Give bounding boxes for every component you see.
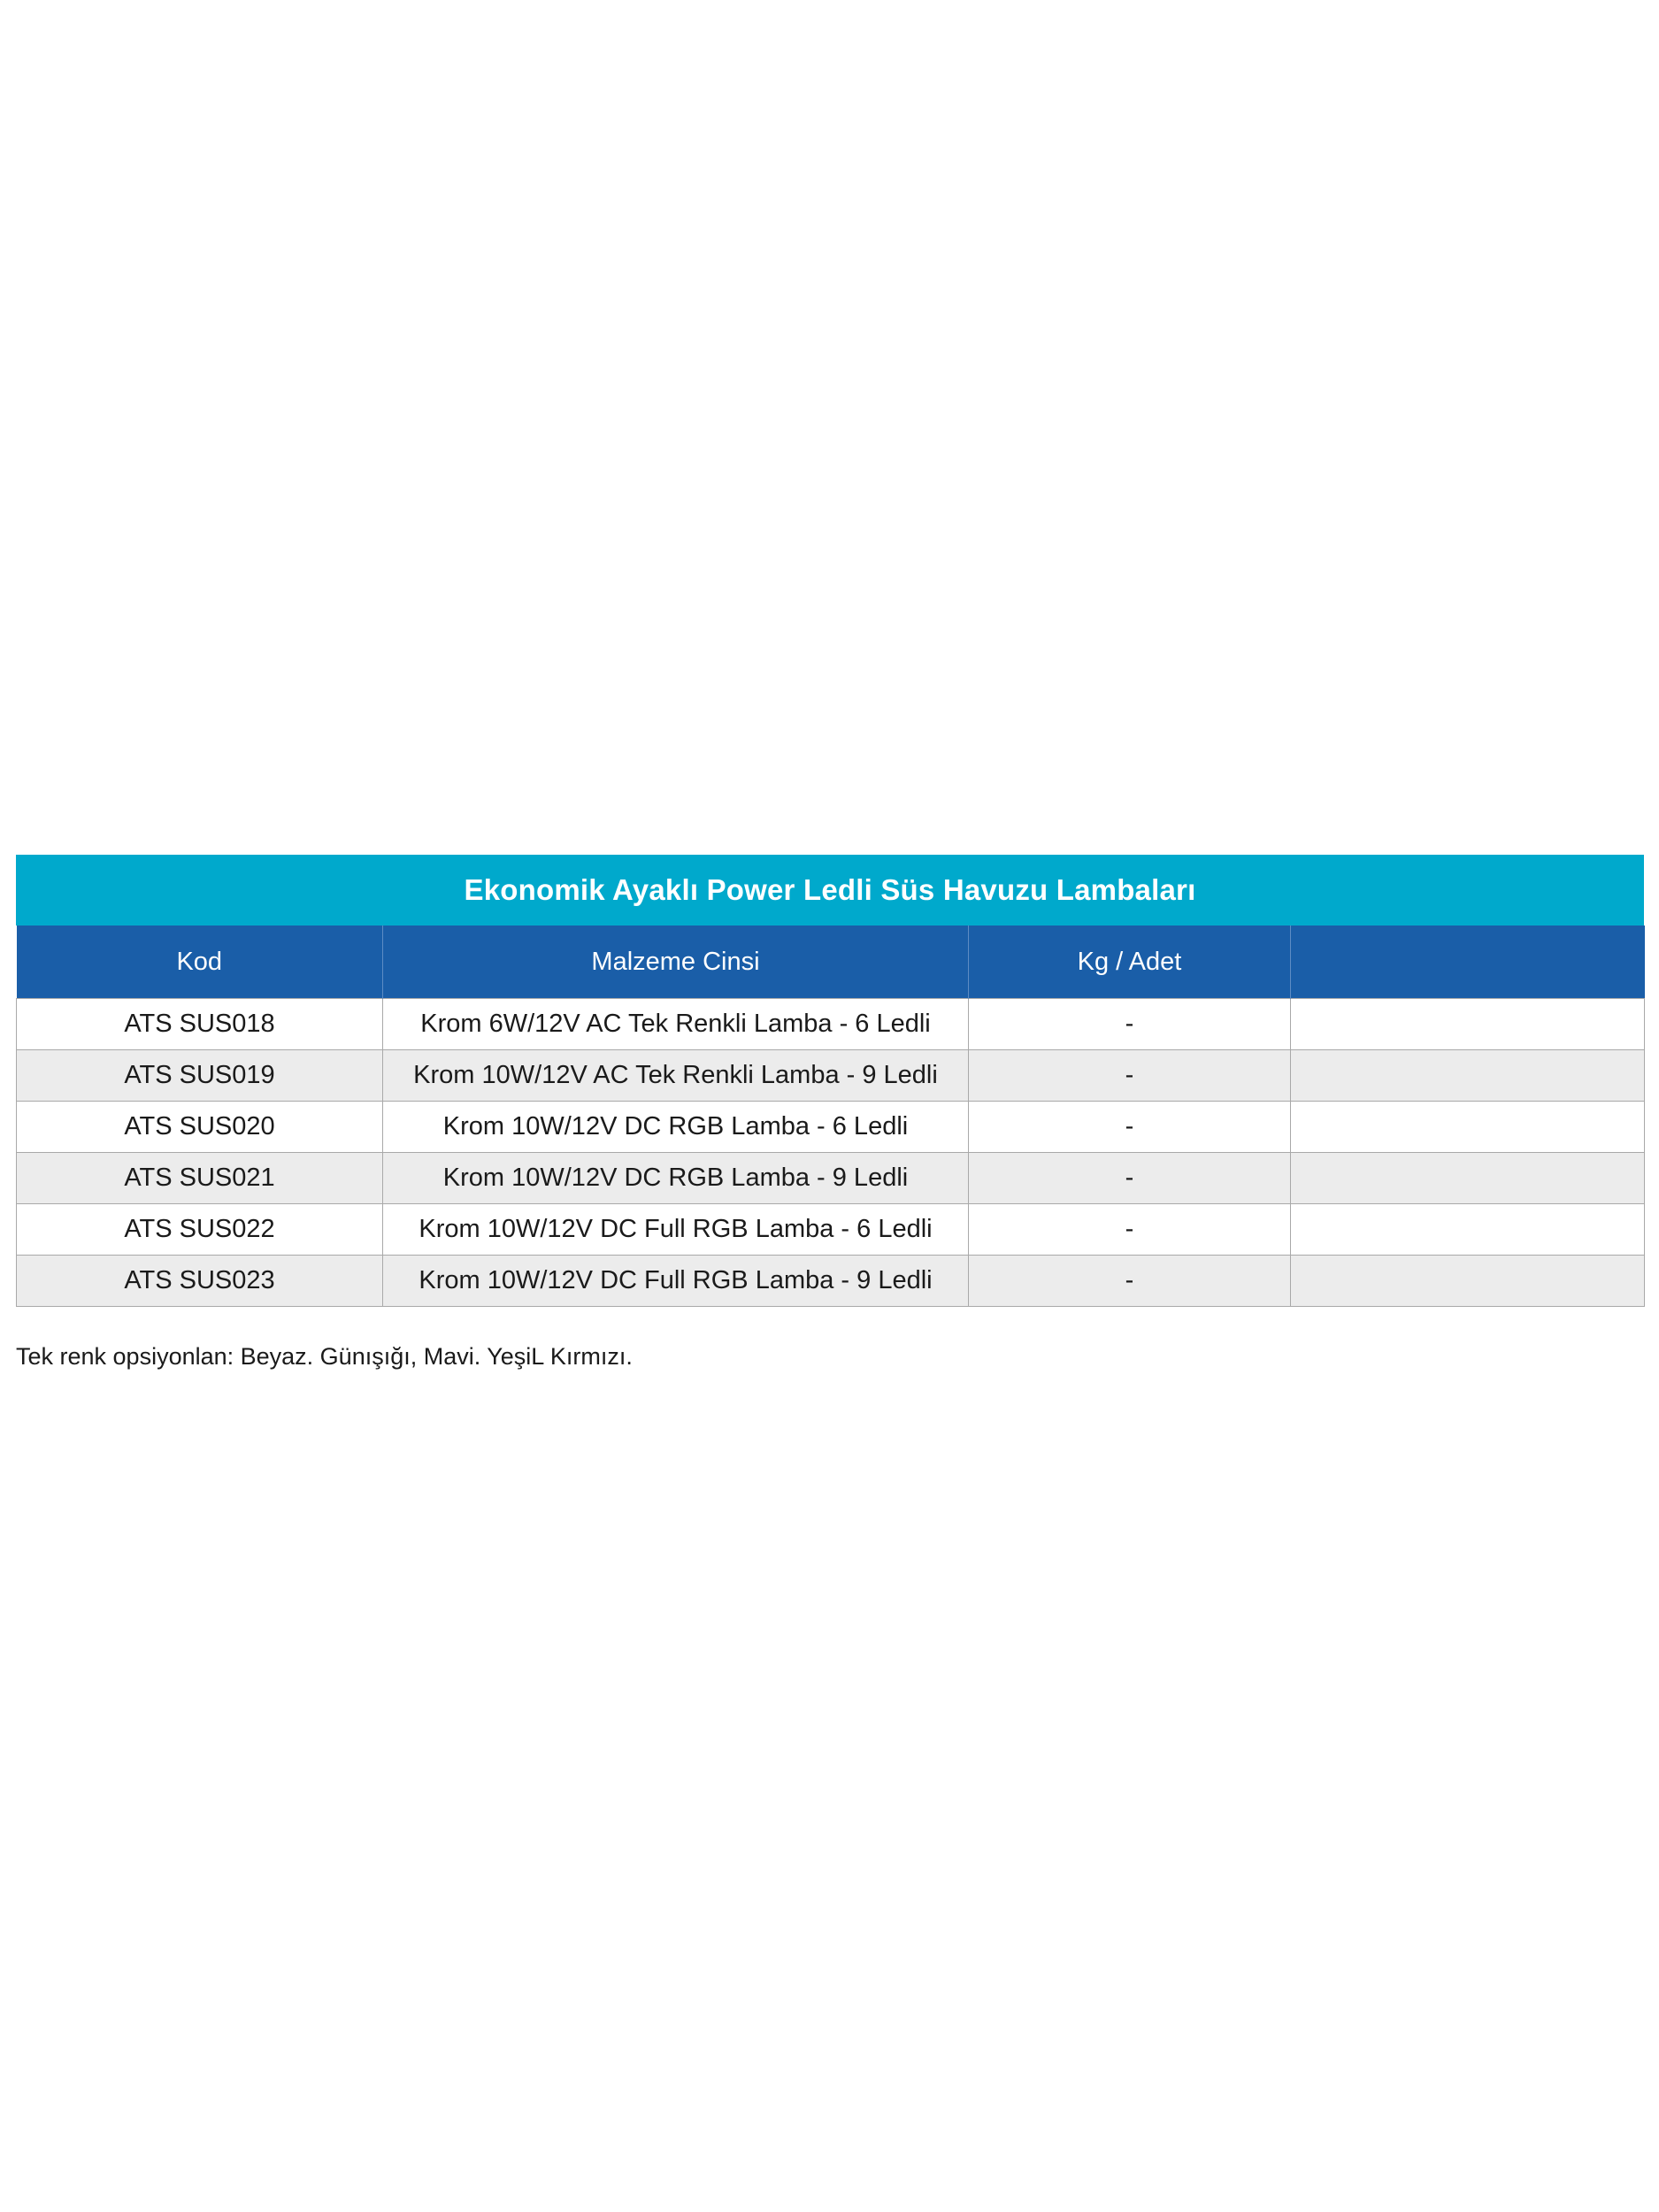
- cell-malzeme-cinsi: Krom 10W/12V AC Tek Renkli Lamba - 9 Ledli: [383, 1050, 969, 1102]
- table-row: [17, 1050, 1645, 1102]
- column-header-malzeme-cinsi: Malzeme Cinsi: [383, 926, 969, 999]
- cell-malzeme-cinsi: Krom 10W/12V DC Full RGB Lamba - 9 Ledli: [383, 1256, 969, 1307]
- cell-kg-adet: -: [969, 999, 1291, 1050]
- cell-kod: ATS SUS020: [17, 1102, 383, 1153]
- cell-kg-adet: -: [969, 1102, 1291, 1153]
- cell-kod: ATS SUS019: [17, 1050, 383, 1102]
- cell-malzeme-cinsi: Krom 10W/12V DC Full RGB Lamba - 6 Ledli: [383, 1204, 969, 1256]
- color-options-note: Tek renk opsiyonlan: Beyaz. Günışığı, Mavi. YeşiL Kırmızı.: [16, 1343, 633, 1370]
- table-title: Ekonomik Ayaklı Power Ledli Süs Havuzu Lambaları: [16, 855, 1644, 926]
- cell-kod: ATS SUS018: [17, 999, 383, 1050]
- cell-empty: [1291, 1256, 1645, 1307]
- product-table: [16, 855, 1644, 1307]
- table-row: [17, 1204, 1645, 1256]
- cell-kod: ATS SUS023: [17, 1256, 383, 1307]
- cell-kod: ATS SUS022: [17, 1204, 383, 1256]
- cell-empty: [1291, 999, 1645, 1050]
- cell-empty: [1291, 1050, 1645, 1102]
- cell-kg-adet: -: [969, 1050, 1291, 1102]
- cell-malzeme-cinsi: Krom 10W/12V DC RGB Lamba - 6 Ledli: [383, 1102, 969, 1153]
- column-header-kg-adet: Kg / Adet: [969, 926, 1291, 999]
- table-row: [17, 1256, 1645, 1307]
- table-row: [17, 999, 1645, 1050]
- cell-malzeme-cinsi: Krom 10W/12V DC RGB Lamba - 9 Ledli: [383, 1153, 969, 1204]
- cell-malzeme-cinsi: Krom 6W/12V AC Tek Renkli Lamba - 6 Ledli: [383, 999, 969, 1050]
- cell-empty: [1291, 1102, 1645, 1153]
- table-row: [17, 1153, 1645, 1204]
- cell-kg-adet: -: [969, 1204, 1291, 1256]
- column-header-empty: [1291, 926, 1645, 999]
- cell-kg-adet: -: [969, 1153, 1291, 1204]
- table-row: [17, 1102, 1645, 1153]
- cell-empty: [1291, 1153, 1645, 1204]
- data-table: [16, 926, 1645, 1307]
- cell-empty: [1291, 1204, 1645, 1256]
- column-header-kod: Kod: [17, 926, 383, 999]
- cell-kod: ATS SUS021: [17, 1153, 383, 1204]
- header-row: [17, 926, 1645, 999]
- cell-kg-adet: -: [969, 1256, 1291, 1307]
